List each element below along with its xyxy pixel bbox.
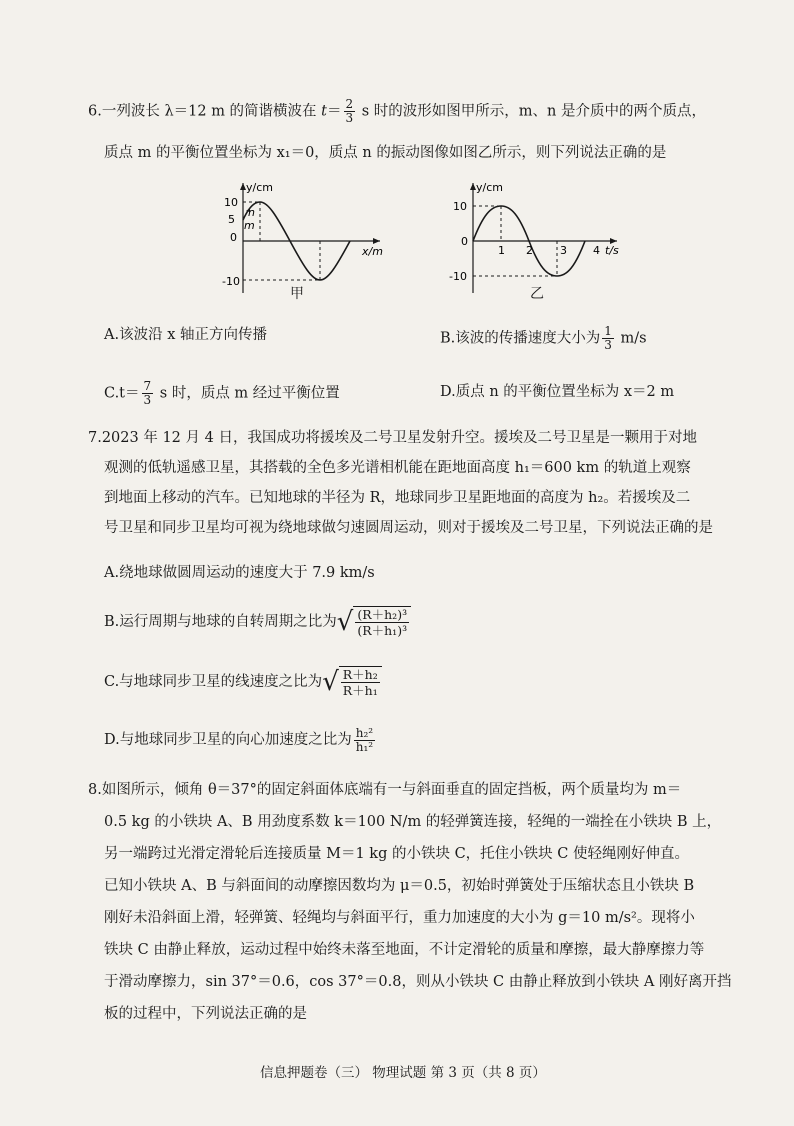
fig-b-t1: 1 — [498, 244, 505, 257]
fig-b-caption: 乙 — [530, 286, 544, 302]
q6-option-b-den: 3 — [604, 338, 612, 352]
q6-option-b-suffix: m/s — [615, 330, 647, 347]
q6-time-num: 2 — [345, 97, 354, 111]
q8-stem-line3: 另一端跨过光滑定滑轮后连接质量 M＝1 kg 的小铁块 C，托住小铁块 C 使轻绳刚好伸直。 — [104, 846, 689, 862]
q8-stem-line5: 刚好未沿斜面上滑，轻弹簧、轻绳均与斜面平行，重力加速度的大小为 g＝10 m/s²。现将小 — [104, 910, 695, 926]
fig-a-tick-10: 10 — [224, 196, 238, 209]
q7-option-b-sqrt — [337, 606, 411, 638]
q8-stem-line6: 铁块 C 由静止释放，运动过程中始终未落至地面，不计定滑轮的质量和摩擦，最大静摩擦力等 — [104, 942, 705, 958]
fig-b-t4: 4 — [593, 244, 600, 257]
q6-option-c-suffix: s 时，质点 m 经过平衡位置 — [155, 385, 340, 402]
fig-a-point-m: m — [244, 219, 255, 232]
q6-option-b-prefix: B.该波的传播速度大小为 — [440, 330, 601, 347]
q6-figure-vibration — [445, 175, 625, 300]
q7-stem-line3: 到地面上移动的汽车。已知地球的半径为 R，地球同步卫星距地面的高度为 h₂。若援埃及二 — [104, 490, 691, 506]
fig-b-t2: 2 — [526, 244, 533, 257]
fig-b-tick-10: 10 — [453, 200, 467, 213]
x-axis-arrow — [373, 238, 380, 244]
q7-stem-line2: 观测的低轨遥感卫星，其搭载的全色多光谱相机能在距地面高度 h₁＝600 km 的轨道上观察 — [104, 460, 691, 476]
q7-option-a: A.绕地球做圆周运动的速度大于 7.9 km/s — [104, 565, 375, 581]
q7-option-c — [104, 665, 382, 699]
fig-a-x-label: x/m — [362, 245, 383, 258]
q6-eq: ＝ — [327, 103, 342, 120]
q7-option-b-den: (R＋h₁)³ — [357, 623, 408, 638]
q8-stem-line4: 已知小铁块 A、B 与斜面间的动摩擦因数均为 μ＝0.5，初始时弹簧处于压缩状态且小铁块 B — [104, 878, 695, 894]
sqrt-sign: √ — [322, 667, 339, 697]
fig-a-point-n: n — [248, 206, 255, 219]
q8-stem-line7: 于滑动摩擦力，sin 37°＝0.6，cos 37°＝0.8，则从小铁块 C 由静止释放到小铁块 A 刚好离开挡 — [104, 974, 732, 990]
q7-option-b — [104, 605, 411, 639]
q6-figure-wave — [210, 175, 390, 300]
page-footer: 信息押题卷（三） 物理试题 第 3 页（共 8 页） — [260, 1065, 546, 1081]
q6-time-fraction — [344, 98, 356, 125]
q6-option-c-num: 7 — [143, 379, 152, 393]
sqrt-body — [353, 606, 411, 638]
q7-stem-line1: 7.2023 年 12 月 4 日，我国成功将援埃及二号卫星发射升空。援埃及二号卫星是一颗用于对地 — [88, 430, 697, 446]
fig-a-tick-0: 0 — [230, 231, 237, 244]
fig-a-y-label: y/cm — [246, 181, 273, 194]
fig-b-t-label: t/s — [605, 244, 619, 257]
q6-stem-line1 — [88, 98, 706, 125]
q7-option-d-prefix: D.与地球同步卫星的向心加速度之比为 — [104, 732, 352, 748]
q6-option-a: A.该波沿 x 轴正方向传播 — [104, 327, 267, 343]
q7-option-c-sqrt — [322, 666, 382, 698]
q6-stem-line2: 质点 m 的平衡位置坐标为 x₁＝0，质点 n 的振动图像如图乙所示，则下列说法正确的是 — [104, 145, 667, 161]
q6-stem-prefix: 6.一列波长 λ＝12 m 的简谐横波在 — [88, 103, 322, 120]
q6-stem-suffix: s 时的波形如图甲所示，m、n 是介质中的两个质点， — [357, 103, 706, 120]
q6-option-c-den: 3 — [143, 393, 152, 407]
q6-option-b-fraction — [602, 325, 614, 352]
fig-a-caption: 甲 — [290, 286, 304, 302]
q8-stem-line2: 0.5 kg 的小铁块 A、B 用劲度系数 k＝100 N/m 的轻弹簧连接，轻绳的一端拴在小铁块 B 上， — [104, 814, 722, 830]
q7-option-d-den: h₁² — [355, 739, 374, 754]
fig-a-tick-5: 5 — [228, 213, 235, 226]
q7-option-c-den: R＋h₁ — [342, 683, 378, 698]
q7-option-b-num: (R＋h₂)³ — [357, 607, 408, 622]
q6-option-b-num: 1 — [604, 324, 612, 338]
fig-a-tick-neg10: -10 — [222, 275, 240, 288]
q8-stem-line1: 8.如图所示，倾角 θ＝37°的固定斜面体底端有一与斜面垂直的固定挡板，两个质量均为 m＝ — [88, 782, 682, 798]
q8-stem-line8: 板的过程中，下列说法正确的是 — [104, 1006, 307, 1022]
q7-option-b-prefix: B.运行周期与地球的自转周期之比为 — [104, 614, 337, 630]
q6-t-var: t — [321, 103, 327, 120]
q6-option-c — [104, 380, 340, 407]
fig-b-tick-neg10: -10 — [449, 270, 467, 283]
q6-time-den: 3 — [345, 111, 354, 125]
fig-b-tick-0: 0 — [461, 235, 468, 248]
q7-option-d — [104, 723, 377, 757]
q6-option-c-prefix: C.t＝ — [104, 385, 140, 402]
sqrt-sign: √ — [336, 607, 354, 637]
q6-option-b — [440, 325, 647, 352]
q7-stem-line4: 号卫星和同步卫星均可视为绕地球做匀速圆周运动，则对于援埃及二号卫星，下列说法正确的是 — [104, 520, 713, 536]
sqrt-body — [339, 666, 382, 698]
q7-option-c-prefix: C.与地球同步卫星的线速度之比为 — [104, 674, 323, 690]
q6-option-c-fraction — [142, 380, 154, 407]
q7-option-d-fraction — [354, 727, 375, 754]
fig-b-t3: 3 — [560, 244, 567, 257]
q6-option-d: D.质点 n 的平衡位置坐标为 x＝2 m — [440, 384, 675, 400]
q7-option-d-num: h₂² — [355, 725, 374, 740]
q7-option-c-num: R＋h₂ — [342, 667, 378, 682]
fig-b-y-label: y/cm — [476, 181, 503, 194]
